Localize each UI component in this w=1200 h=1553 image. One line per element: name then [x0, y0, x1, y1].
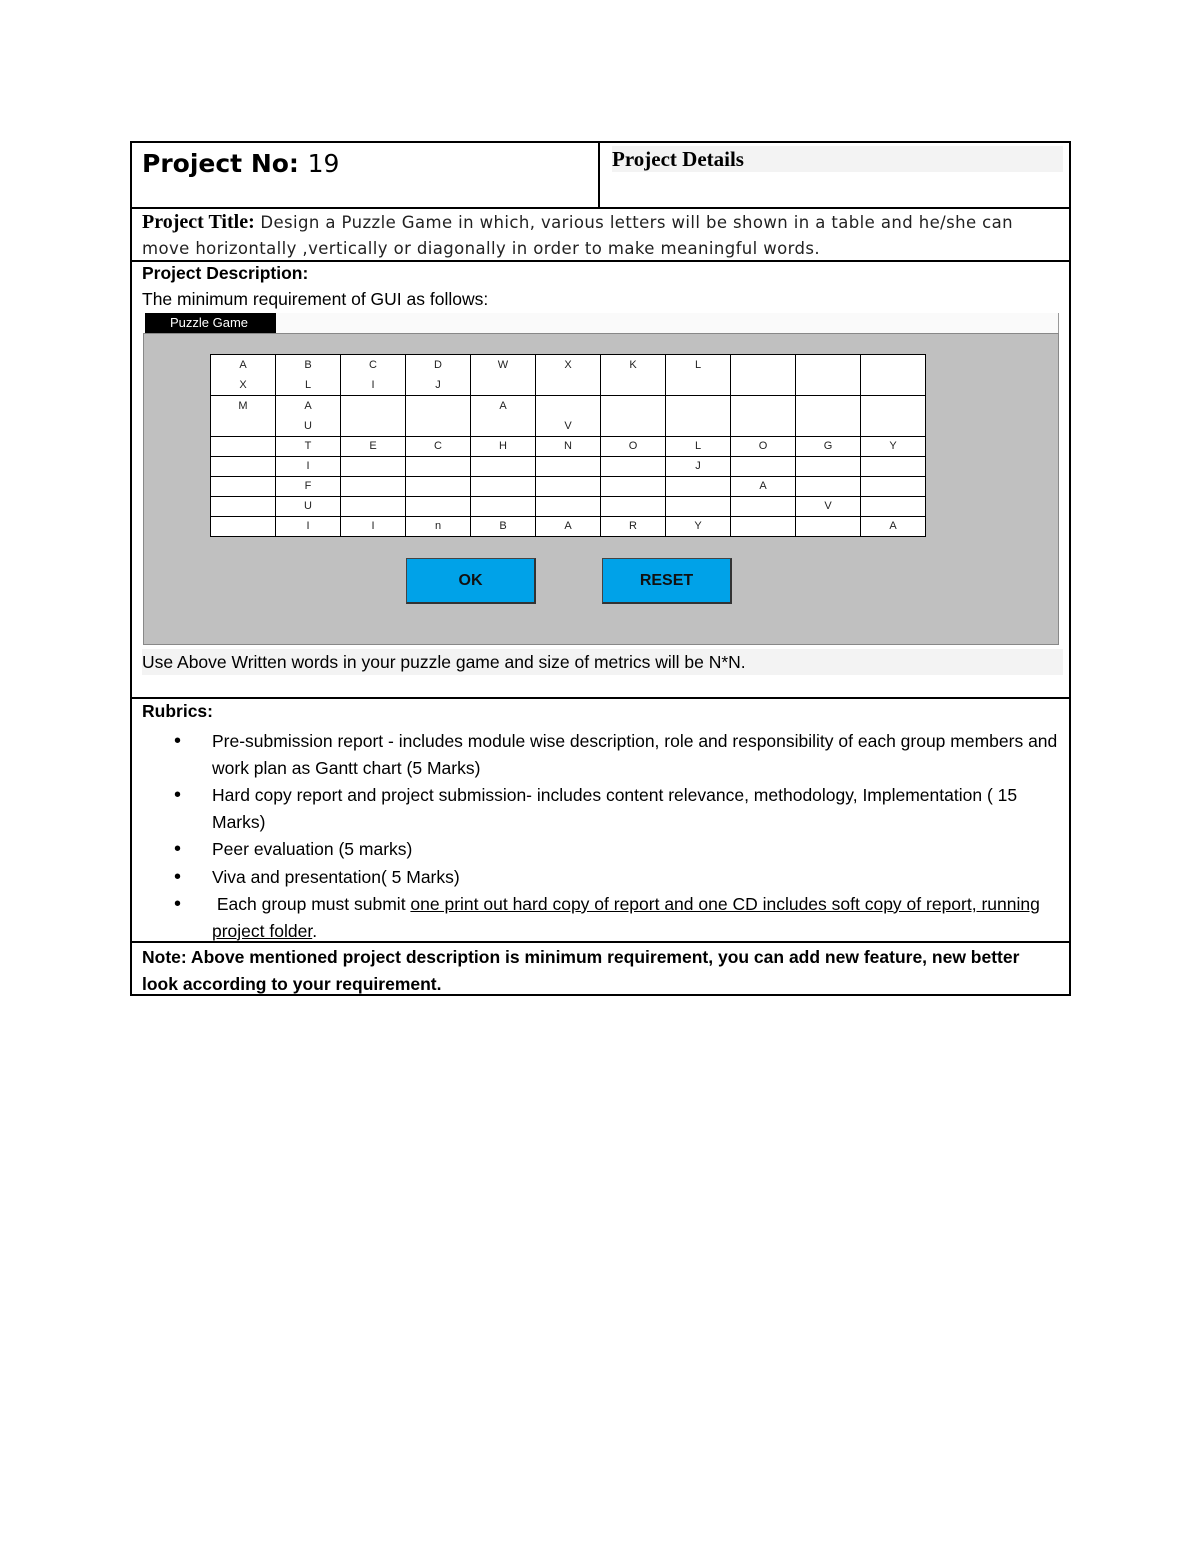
grid-cell[interactable]: X	[536, 355, 601, 396]
gui-window-title: Puzzle Game	[170, 315, 249, 330]
grid-cell[interactable]: V	[796, 497, 861, 517]
grid-cell[interactable]: U	[276, 497, 341, 517]
grid-cell[interactable]	[666, 497, 731, 517]
grid-cell[interactable]	[601, 477, 666, 497]
grid-cell[interactable]	[731, 457, 796, 477]
grid-cell[interactable]: I	[341, 517, 406, 537]
grid-cell[interactable]: O	[731, 437, 796, 457]
grid-cell[interactable]	[601, 497, 666, 517]
grid-cell[interactable]	[536, 497, 601, 517]
grid-cell[interactable]	[536, 477, 601, 497]
project-details-label: Project Details	[612, 146, 1063, 172]
grid-cell[interactable]	[211, 457, 276, 477]
grid-cell[interactable]: M	[211, 396, 276, 437]
rubric-item: • Pre-submission report - includes module wise description, role and responsibility of each group members and work plan as Gantt chart (5 Marks)	[142, 728, 1059, 781]
description-intro: The minimum requirement of GUI as follows:	[142, 289, 489, 309]
divider	[132, 941, 1069, 943]
grid-cell[interactable]: C I	[341, 355, 406, 396]
reset-button[interactable]: RESET	[602, 558, 732, 604]
grid-cell[interactable]	[471, 497, 536, 517]
grid-cell[interactable]	[796, 355, 861, 396]
grid-cell[interactable]: N	[536, 437, 601, 457]
grid-cell[interactable]	[731, 355, 796, 396]
grid-cell[interactable]: G	[796, 437, 861, 457]
rubric-item: • Hard copy report and project submission- includes content relevance, methodology, Implementation ( 15 Marks)	[142, 782, 1059, 835]
grid-cell[interactable]	[406, 497, 471, 517]
project-title-label: Project Title:	[142, 211, 255, 233]
grid-cell[interactable]: H	[471, 437, 536, 457]
grid-cell[interactable]: D J	[406, 355, 471, 396]
rubric-item: • Viva and presentation( 5 Marks)	[142, 864, 1059, 891]
grid-cell[interactable]	[601, 396, 666, 437]
project-sheet	[130, 141, 1071, 996]
grid-cell[interactable]: I	[276, 517, 341, 537]
grid-cell[interactable]	[861, 457, 926, 477]
rubrics-list	[142, 728, 1059, 945]
ok-button[interactable]: OK	[406, 558, 536, 604]
grid-cell[interactable]: R	[601, 517, 666, 537]
project-number-label: Project No:	[142, 149, 299, 178]
grid-cell[interactable]	[536, 457, 601, 477]
grid-cell[interactable]	[731, 497, 796, 517]
grid-cell[interactable]: E	[341, 437, 406, 457]
grid-cell[interactable]	[406, 477, 471, 497]
grid-cell[interactable]	[861, 497, 926, 517]
grid-cell[interactable]	[861, 477, 926, 497]
grid-cell[interactable]	[796, 396, 861, 437]
grid-cell[interactable]: n	[406, 517, 471, 537]
grid-row	[211, 457, 926, 477]
grid-cell[interactable]: A U	[276, 396, 341, 437]
rubric-item-suffix: .	[312, 920, 318, 941]
grid-cell[interactable]	[341, 497, 406, 517]
grid-cell[interactable]: B L	[276, 355, 341, 396]
project-details-cell	[602, 143, 1069, 207]
grid-row	[211, 497, 926, 517]
divider	[132, 260, 1069, 262]
grid-cell[interactable]	[341, 457, 406, 477]
rubric-item	[142, 891, 1059, 944]
grid-cell[interactable]	[341, 477, 406, 497]
grid-cell[interactable]: O	[601, 437, 666, 457]
grid-cell[interactable]	[666, 396, 731, 437]
grid-cell[interactable]: A	[471, 396, 536, 437]
rubric-item: • Peer evaluation (5 marks)	[142, 836, 1059, 863]
letter-grid	[210, 354, 926, 537]
rubrics-label: Rubrics:	[142, 701, 213, 721]
grid-cell[interactable]	[731, 517, 796, 537]
description-label: Project Description:	[142, 263, 309, 283]
project-title-text: Design a Puzzle Game in which, various letters will be shown in a table and he/she can move horizontally ,vertically or diagonally in order to make meaningful words.	[142, 213, 1014, 258]
grid-cell[interactable]	[796, 457, 861, 477]
grid-cell[interactable]	[471, 457, 536, 477]
grid-cell[interactable]	[341, 396, 406, 437]
grid-cell[interactable]: L	[666, 355, 731, 396]
grid-cell[interactable]: I	[276, 457, 341, 477]
rubric-item-prefix: Each group must submit	[212, 894, 411, 914]
grid-cell[interactable]: Y	[666, 517, 731, 537]
grid-cell[interactable]	[666, 477, 731, 497]
grid-cell[interactable]	[406, 396, 471, 437]
grid-cell[interactable]: K	[601, 355, 666, 396]
grid-cell[interactable]: A	[536, 517, 601, 537]
grid-cell[interactable]: C	[406, 437, 471, 457]
grid-cell[interactable]: B	[471, 517, 536, 537]
grid-cell[interactable]	[861, 396, 926, 437]
grid-cell[interactable]	[211, 497, 276, 517]
header-row	[132, 143, 1069, 207]
grid-cell[interactable]: V	[536, 396, 601, 437]
grid-row	[211, 396, 926, 437]
grid-row	[211, 477, 926, 497]
project-number-cell	[132, 143, 600, 207]
grid-cell[interactable]	[211, 437, 276, 457]
grid-cell[interactable]	[796, 517, 861, 537]
grid-row	[211, 517, 926, 537]
rubric-item-underlined: one print out hard copy of report and one CD includes soft copy of report, running project folder	[212, 894, 1040, 941]
grid-cell[interactable]: L	[666, 437, 731, 457]
gui-window-top	[276, 313, 1059, 333]
grid-cell[interactable]: F	[276, 477, 341, 497]
project-number	[142, 149, 339, 178]
gui-window	[143, 333, 1059, 645]
grid-row	[211, 437, 926, 457]
grid-cell[interactable]	[796, 477, 861, 497]
grid-cell[interactable]	[471, 477, 536, 497]
grid-cell[interactable]	[211, 477, 276, 497]
note: Note: Above mentioned project description is minimum requirement, you can add new feature, new better look according to your requirement.	[142, 947, 1020, 994]
grid-cell[interactable]: W	[471, 355, 536, 396]
grid-cell[interactable]: A	[861, 517, 926, 537]
grid-cell[interactable]	[731, 396, 796, 437]
grid-cell[interactable]: A	[731, 477, 796, 497]
grid-cell[interactable]: Y	[861, 437, 926, 457]
grid-row	[211, 355, 926, 396]
grid-cell[interactable]: J	[666, 457, 731, 477]
grid-cell[interactable]	[601, 457, 666, 477]
grid-cell[interactable]: A X	[211, 355, 276, 396]
description-outro: Use Above Written words in your puzzle game and size of metrics will be N*N.	[142, 649, 1063, 675]
project-number-value: 19	[307, 149, 340, 178]
grid-cell[interactable]: T	[276, 437, 341, 457]
grid-cell[interactable]	[861, 355, 926, 396]
grid-cell[interactable]	[211, 517, 276, 537]
project-title	[142, 209, 1061, 262]
divider	[132, 697, 1069, 699]
grid-cell[interactable]	[406, 457, 471, 477]
gui-window-titlebar	[145, 313, 276, 333]
